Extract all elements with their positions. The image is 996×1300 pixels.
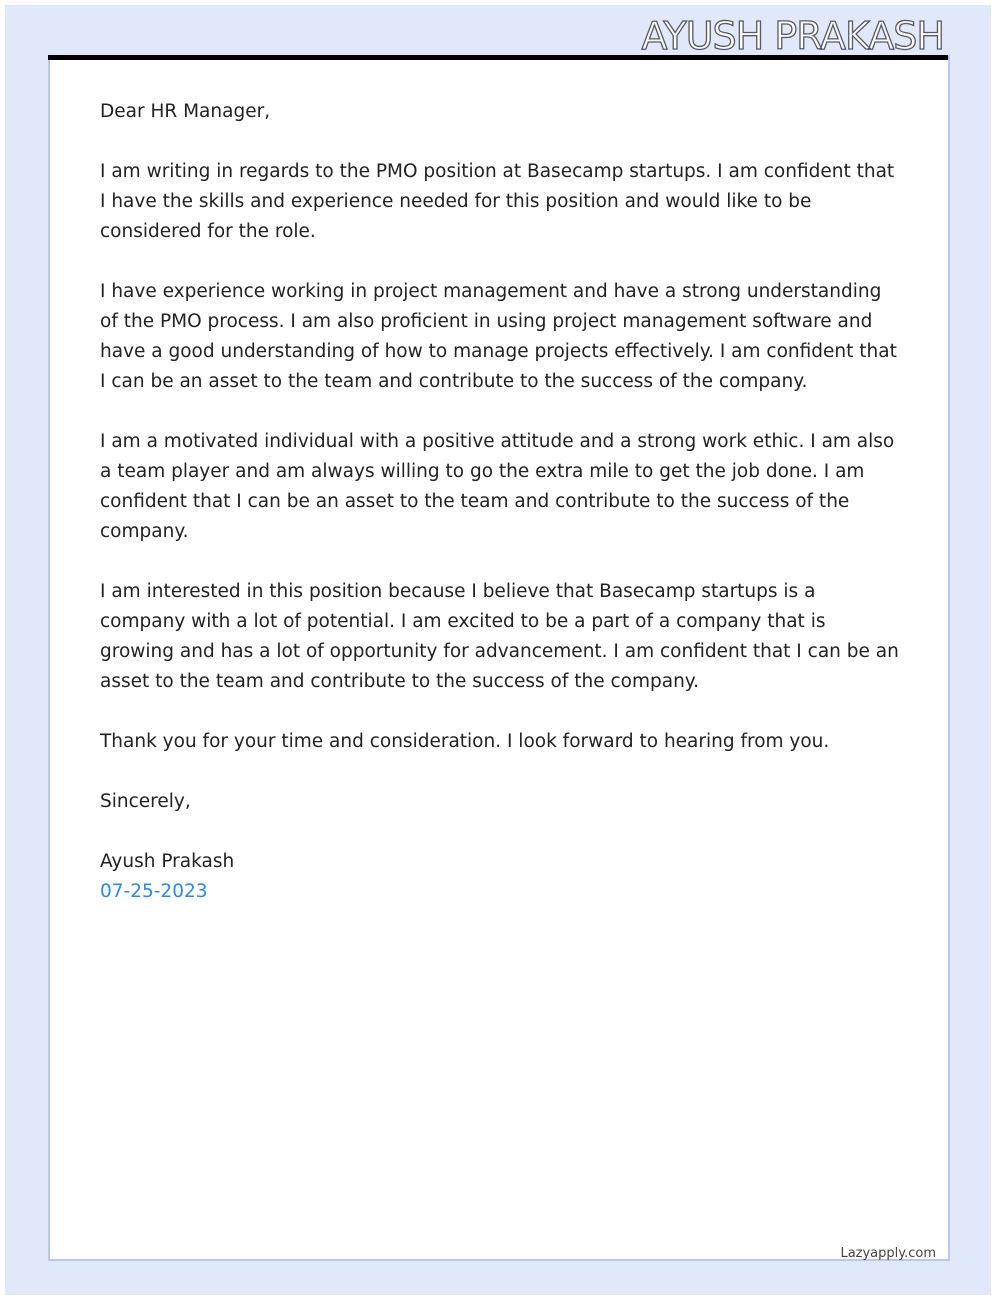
letter-date: 07-25-2023: [100, 881, 208, 902]
paragraph-4: I am interested in this position because I believe that Basecamp startups is a company with a lot of potential. I am excited to be a part of a company that is growing and has a lot of opportunity for advancement. I am confident that I can be an asset to the team and contribute to the success of the company.: [100, 581, 899, 692]
paragraph-3: I am a motivated individual with a positive attitude and a strong work ethic. I am also a team player and am always willing to go the extra mile to get the job done. I am confident that I can be an asset to the team and contribute to the success of the company.: [100, 431, 895, 542]
salutation: Dear HR Manager,: [100, 101, 271, 122]
paragraph-1: I am writing in regards to the PMO position at Basecamp startups. I am confident that I have the skills and experience needed for this position and would like to be considered for the role.: [100, 161, 895, 242]
footer-credit: Lazyapply.com: [840, 1246, 936, 1261]
paragraph-5: Thank you for your time and consideration. I look forward to hearing from you.: [100, 731, 830, 752]
closing: Sincerely,: [100, 791, 191, 812]
letter-body: [100, 97, 900, 937]
paragraph-2: I have experience working in project management and have a strong understanding of the PMO process. I am also proficient in using project management software and have a good understanding of how to manage projects effectively. I am confident that I can be an asset to the team and contribute to the success of the company.: [100, 281, 897, 392]
header-name: AYUSH PRAKASH: [641, 14, 944, 58]
signature-name: Ayush Prakash: [100, 851, 235, 872]
